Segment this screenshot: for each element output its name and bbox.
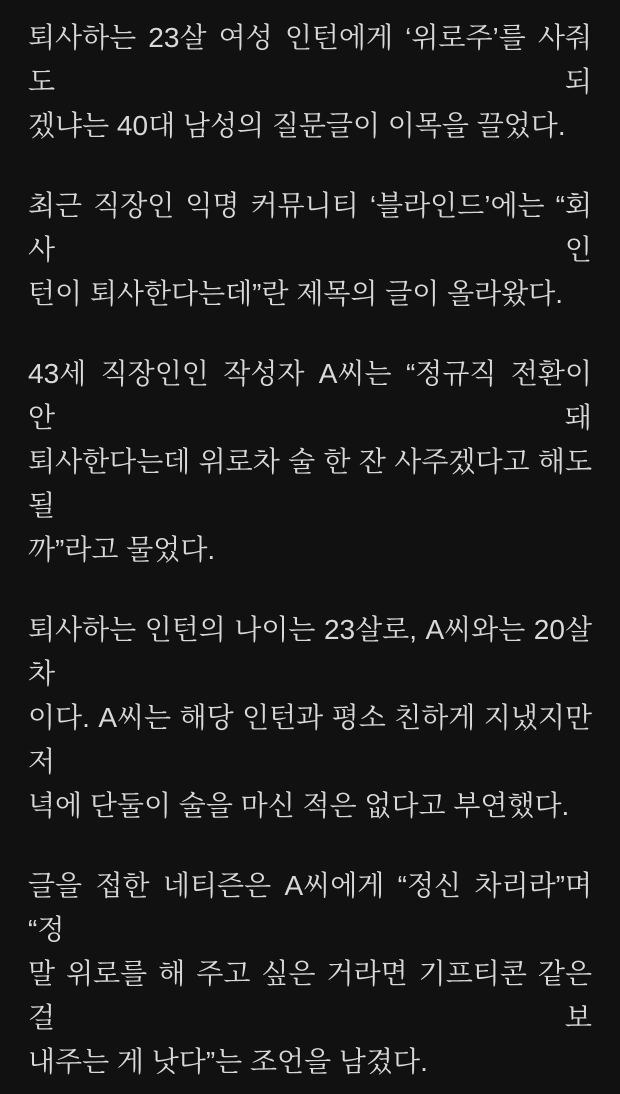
- text-line: 까”라고 물었다.: [28, 534, 216, 565]
- article-paragraph-3: [28, 352, 592, 572]
- text-line: 퇴사한다는데 위로차 술 한 잔 사주겠다고 해도 될: [28, 446, 592, 521]
- text-line: 말 위로를 해 주고 싶은 거라면 기프티콘 같은 걸 보: [28, 958, 592, 1033]
- text-line: 최근 직장인 익명 커뮤니티 ‘블라인드’에는 “회사 인: [28, 190, 592, 265]
- article-paragraph-5: [28, 864, 592, 1084]
- text-line: 녁에 단둘이 술을 마신 적은 없다고 부연했다.: [28, 790, 570, 821]
- text-line: 내주는 게 낫다”는 조언을 남겼다.: [28, 1046, 428, 1077]
- text-line: 턴이 퇴사한다는데”란 제목의 글이 올라왔다.: [28, 278, 564, 309]
- text-line: 글을 접한 네티즌은 A씨에게 “정신 차리라”며 “정: [28, 870, 592, 945]
- text-line: 퇴사하는 23살 여성 인턴에게 ‘위로주’를 사줘도 되: [28, 22, 592, 97]
- text-line: 겠냐는 40대 남성의 질문글이 이목을 끌었다.: [28, 110, 566, 141]
- text-line: 이다. A씨는 해당 인턴과 평소 친하게 지냈지만 저: [28, 702, 592, 777]
- text-line: 퇴사하는 인턴의 나이는 23살로, A씨와는 20살 차: [28, 614, 592, 689]
- article-paragraph-4: [28, 608, 592, 828]
- article-paragraph-1: [28, 16, 592, 148]
- text-line: 43세 직장인인 작성자 A씨는 “정규직 전환이 안 돼: [28, 358, 592, 433]
- article-paragraph-2: [28, 184, 592, 316]
